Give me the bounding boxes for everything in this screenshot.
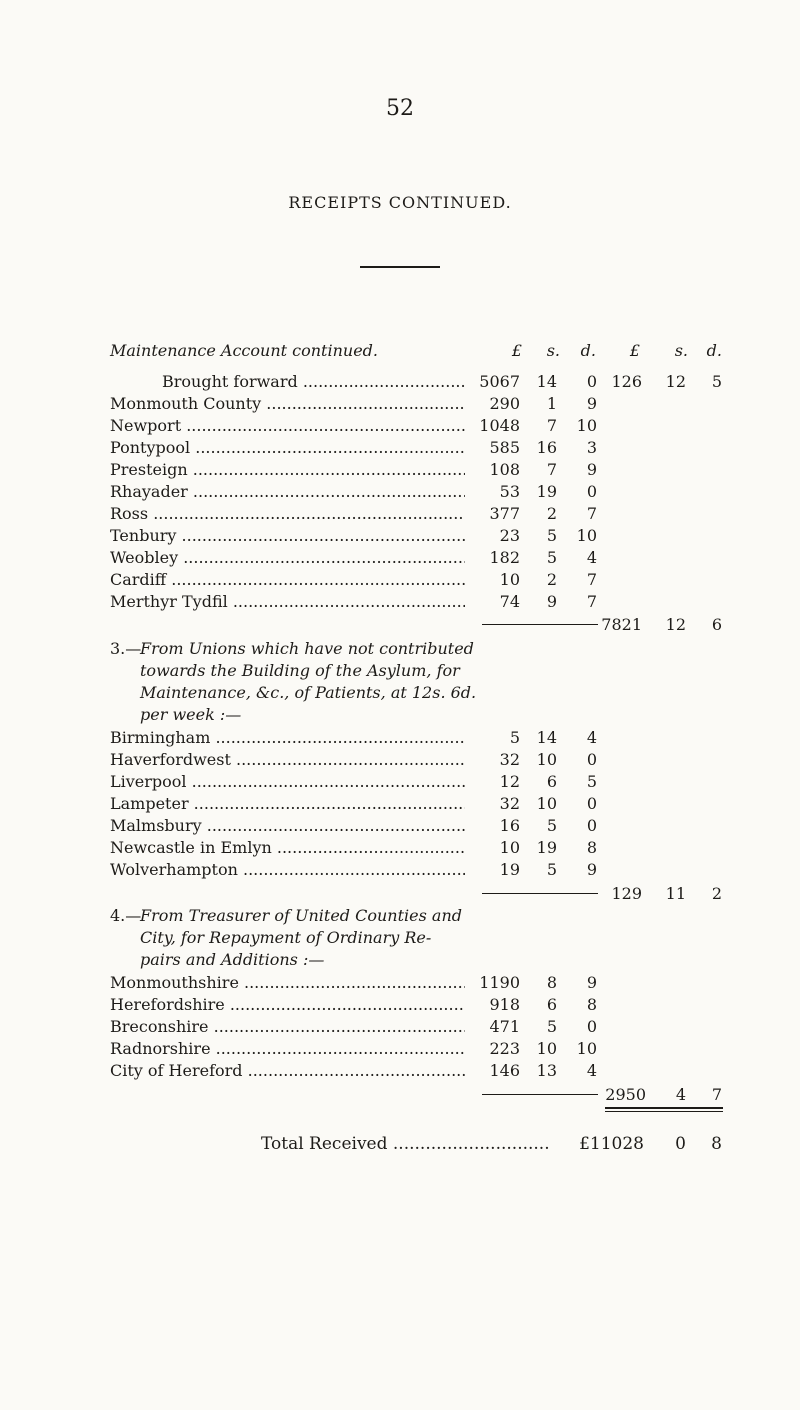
col-head-2-shillings: s. bbox=[674, 341, 688, 360]
amount-shillings: 7 bbox=[546, 416, 557, 435]
amount-pounds: 32 bbox=[499, 794, 520, 813]
total-shillings: 4 bbox=[675, 1085, 686, 1104]
amount-shillings: 19 bbox=[536, 482, 557, 501]
amount-pence: 9 bbox=[586, 460, 597, 479]
amount-pounds: 32 bbox=[499, 750, 520, 769]
section3-total-row bbox=[0, 884, 800, 904]
row-label: Birmingham ..... bbox=[110, 728, 465, 748]
total-shillings: 12 bbox=[665, 615, 686, 634]
section2-title: Maintenance Account continued. bbox=[110, 341, 378, 360]
opening-total-pounds: 126 bbox=[611, 372, 642, 391]
grand-total-amount: £11028 bbox=[579, 1134, 644, 1154]
amount-pence: 4 bbox=[586, 728, 597, 747]
amount-shillings: 16 bbox=[536, 438, 557, 457]
row-label: Weobley ..... bbox=[110, 548, 465, 568]
table-row bbox=[0, 504, 800, 524]
amount-pounds: 12 bbox=[499, 772, 520, 791]
section3-title-line bbox=[0, 639, 800, 659]
amount-shillings: 10 bbox=[536, 794, 557, 813]
amount-pounds: 19 bbox=[499, 860, 520, 879]
amount-pence: 8 bbox=[586, 838, 597, 857]
row-label: Monmouthshire ..... bbox=[110, 973, 465, 993]
amount-pence: 9 bbox=[586, 973, 597, 992]
row-label: Pontypool ..... bbox=[110, 438, 465, 458]
amount-pounds: 377 bbox=[489, 504, 520, 523]
row-label: City of Hereford ..... bbox=[110, 1061, 465, 1081]
row-label: Tenbury ..... bbox=[110, 526, 465, 546]
amount-pence: 8 bbox=[586, 995, 597, 1014]
amount-pounds: 10 bbox=[499, 838, 520, 857]
amount-pounds: 182 bbox=[489, 548, 520, 567]
row-label: Newcastle in Emlyn ..... bbox=[110, 838, 465, 858]
table-row bbox=[0, 416, 800, 436]
total-pence: 6 bbox=[711, 615, 722, 634]
table-row bbox=[0, 995, 800, 1015]
grand-total-pence: 8 bbox=[711, 1134, 722, 1154]
grand-total-rule-top bbox=[605, 1107, 723, 1109]
amount-pence: 10 bbox=[576, 416, 597, 435]
total-pence: 7 bbox=[711, 1085, 722, 1104]
amount-shillings: 14 bbox=[536, 372, 557, 391]
amount-shillings: 5 bbox=[546, 1017, 557, 1036]
amount-shillings: 5 bbox=[546, 816, 557, 835]
amount-pence: 0 bbox=[586, 1017, 597, 1036]
heading-underline bbox=[360, 266, 440, 268]
amount-shillings: 6 bbox=[546, 995, 557, 1014]
table-row bbox=[0, 394, 800, 414]
section4-title-line bbox=[0, 950, 800, 970]
brought-forward-row bbox=[0, 372, 800, 392]
amount-pounds: 918 bbox=[489, 995, 520, 1014]
row-label: Monmouth County ..... bbox=[110, 394, 465, 414]
col-head-pounds: £ bbox=[511, 341, 522, 360]
amount-pence: 9 bbox=[586, 860, 597, 879]
row-label: Lampeter ..... bbox=[110, 794, 465, 814]
section4-number: 4.— bbox=[110, 906, 142, 925]
amount-pounds: 74 bbox=[499, 592, 520, 611]
table-row bbox=[0, 548, 800, 568]
section3-title-line bbox=[0, 705, 800, 725]
grand-total-label: Total Received ..... bbox=[261, 1134, 550, 1154]
amount-pounds: 53 bbox=[499, 482, 520, 501]
total-pounds: 7821 bbox=[601, 615, 642, 634]
row-label: Radnorshire ..... bbox=[110, 1039, 465, 1059]
amount-pence: 10 bbox=[576, 1039, 597, 1058]
amount-shillings: 10 bbox=[536, 1039, 557, 1058]
table-row bbox=[0, 1017, 800, 1037]
section3-number: 3.— bbox=[110, 639, 142, 658]
page-number: 52 bbox=[386, 96, 414, 121]
row-label: Merthyr Tydfil ..... bbox=[110, 592, 465, 612]
col-head-2-pounds: £ bbox=[629, 341, 640, 360]
row-label: Breconshire ..... bbox=[110, 1017, 465, 1037]
amount-pounds: 1190 bbox=[479, 973, 520, 992]
table-row bbox=[0, 526, 800, 546]
amount-pounds: 23 bbox=[499, 526, 520, 545]
grand-total-row bbox=[0, 1134, 800, 1154]
amount-pence: 0 bbox=[586, 482, 597, 501]
amount-pence: 0 bbox=[586, 816, 597, 835]
amount-pence: 0 bbox=[586, 372, 597, 391]
amount-shillings: 5 bbox=[546, 548, 557, 567]
table-row bbox=[0, 460, 800, 480]
table-row bbox=[0, 838, 800, 858]
section3-title-text: per week :— bbox=[140, 705, 242, 724]
section2-total-row bbox=[0, 615, 800, 635]
row-label: Wolverhampton ..... bbox=[110, 860, 465, 880]
col-head-pence: d. bbox=[580, 341, 596, 360]
table-row bbox=[0, 438, 800, 458]
col-head-shillings: s. bbox=[546, 341, 560, 360]
amount-pence: 4 bbox=[586, 548, 597, 567]
table-row bbox=[0, 728, 800, 748]
row-label: Cardiff ..... bbox=[110, 570, 465, 590]
section3-title-line bbox=[0, 661, 800, 681]
row-label: Liverpool ..... bbox=[110, 772, 465, 792]
section4-title-line bbox=[0, 906, 800, 926]
amount-pence: 4 bbox=[586, 1061, 597, 1080]
col-head-2-pence: d. bbox=[706, 341, 722, 360]
amount-pence: 7 bbox=[586, 570, 597, 589]
amount-pounds: 585 bbox=[489, 438, 520, 457]
section4-title-line bbox=[0, 928, 800, 948]
table-row bbox=[0, 860, 800, 880]
amount-pounds: 108 bbox=[489, 460, 520, 479]
table-row bbox=[0, 973, 800, 993]
section4-title-text: City, for Repayment of Ordinary Re- bbox=[140, 928, 432, 947]
total-pounds: 129 bbox=[611, 884, 642, 903]
total-pounds: 2950 bbox=[605, 1085, 646, 1104]
table-row bbox=[0, 1061, 800, 1081]
row-label: Newport ..... bbox=[110, 416, 465, 436]
table-row bbox=[0, 592, 800, 612]
amount-shillings: 7 bbox=[546, 460, 557, 479]
amount-pence: 7 bbox=[586, 592, 597, 611]
table-row bbox=[0, 482, 800, 502]
amount-pence: 9 bbox=[586, 394, 597, 413]
row-label: Ross ..... bbox=[110, 504, 465, 524]
amount-pounds: 5 bbox=[509, 728, 520, 747]
row-label: Rhayader ..... bbox=[110, 482, 465, 502]
amount-pence: 3 bbox=[586, 438, 597, 457]
amount-shillings: 10 bbox=[536, 750, 557, 769]
grand-total-shillings: 0 bbox=[675, 1134, 686, 1154]
amount-shillings: 14 bbox=[536, 728, 557, 747]
amount-shillings: 2 bbox=[546, 504, 557, 523]
row-label: Herefordshire ..... bbox=[110, 995, 465, 1015]
amount-pounds: 146 bbox=[489, 1061, 520, 1080]
table-row bbox=[0, 772, 800, 792]
section3-title-text: Maintenance, &c., of Patients, at 12s. 6d. bbox=[140, 683, 477, 702]
amount-shillings: 1 bbox=[546, 394, 557, 413]
amount-pounds: 290 bbox=[489, 394, 520, 413]
section2-header-row bbox=[0, 341, 800, 361]
row-label: Haverfordwest ..... bbox=[110, 750, 465, 770]
table-row bbox=[0, 750, 800, 770]
row-label: Malmsbury ..... bbox=[110, 816, 465, 836]
amount-pounds: 223 bbox=[489, 1039, 520, 1058]
section4-total-row bbox=[0, 1085, 800, 1105]
amount-pounds: 471 bbox=[489, 1017, 520, 1036]
amount-shillings: 19 bbox=[536, 838, 557, 857]
amount-shillings: 5 bbox=[546, 860, 557, 879]
amount-pence: 0 bbox=[586, 750, 597, 769]
amount-shillings: 5 bbox=[546, 526, 557, 545]
amount-shillings: 9 bbox=[546, 592, 557, 611]
section3-title-text: From Unions which have not contributed bbox=[140, 639, 474, 658]
row-label: Presteign ..... bbox=[110, 460, 465, 480]
amount-shillings: 8 bbox=[546, 973, 557, 992]
amount-pounds: 16 bbox=[499, 816, 520, 835]
amount-pence: 5 bbox=[586, 772, 597, 791]
page-heading: RECEIPTS CONTINUED. bbox=[288, 193, 512, 212]
table-row bbox=[0, 816, 800, 836]
grand-total-rule-bottom bbox=[605, 1111, 723, 1112]
opening-total-pence: 5 bbox=[711, 372, 722, 391]
amount-shillings: 13 bbox=[536, 1061, 557, 1080]
total-shillings: 11 bbox=[665, 884, 686, 903]
section4-title-text: pairs and Additions :— bbox=[140, 950, 325, 969]
amount-pence: 7 bbox=[586, 504, 597, 523]
amount-pence: 10 bbox=[576, 526, 597, 545]
amount-pounds: 1048 bbox=[479, 416, 520, 435]
amount-pounds: 10 bbox=[499, 570, 520, 589]
section3-title-line bbox=[0, 683, 800, 703]
table-row bbox=[0, 1039, 800, 1059]
amount-pence: 0 bbox=[586, 794, 597, 813]
section4-title-text: From Treasurer of United Counties and bbox=[140, 906, 462, 925]
opening-total-shillings: 12 bbox=[665, 372, 686, 391]
table-row bbox=[0, 794, 800, 814]
section3-title-text: towards the Building of the Asylum, for bbox=[140, 661, 460, 680]
total-pence: 2 bbox=[711, 884, 722, 903]
brought-forward-label: Brought forward ..... bbox=[162, 372, 465, 392]
table-row bbox=[0, 570, 800, 590]
amount-pounds: 5067 bbox=[479, 372, 520, 391]
amount-shillings: 6 bbox=[546, 772, 557, 791]
amount-shillings: 2 bbox=[546, 570, 557, 589]
